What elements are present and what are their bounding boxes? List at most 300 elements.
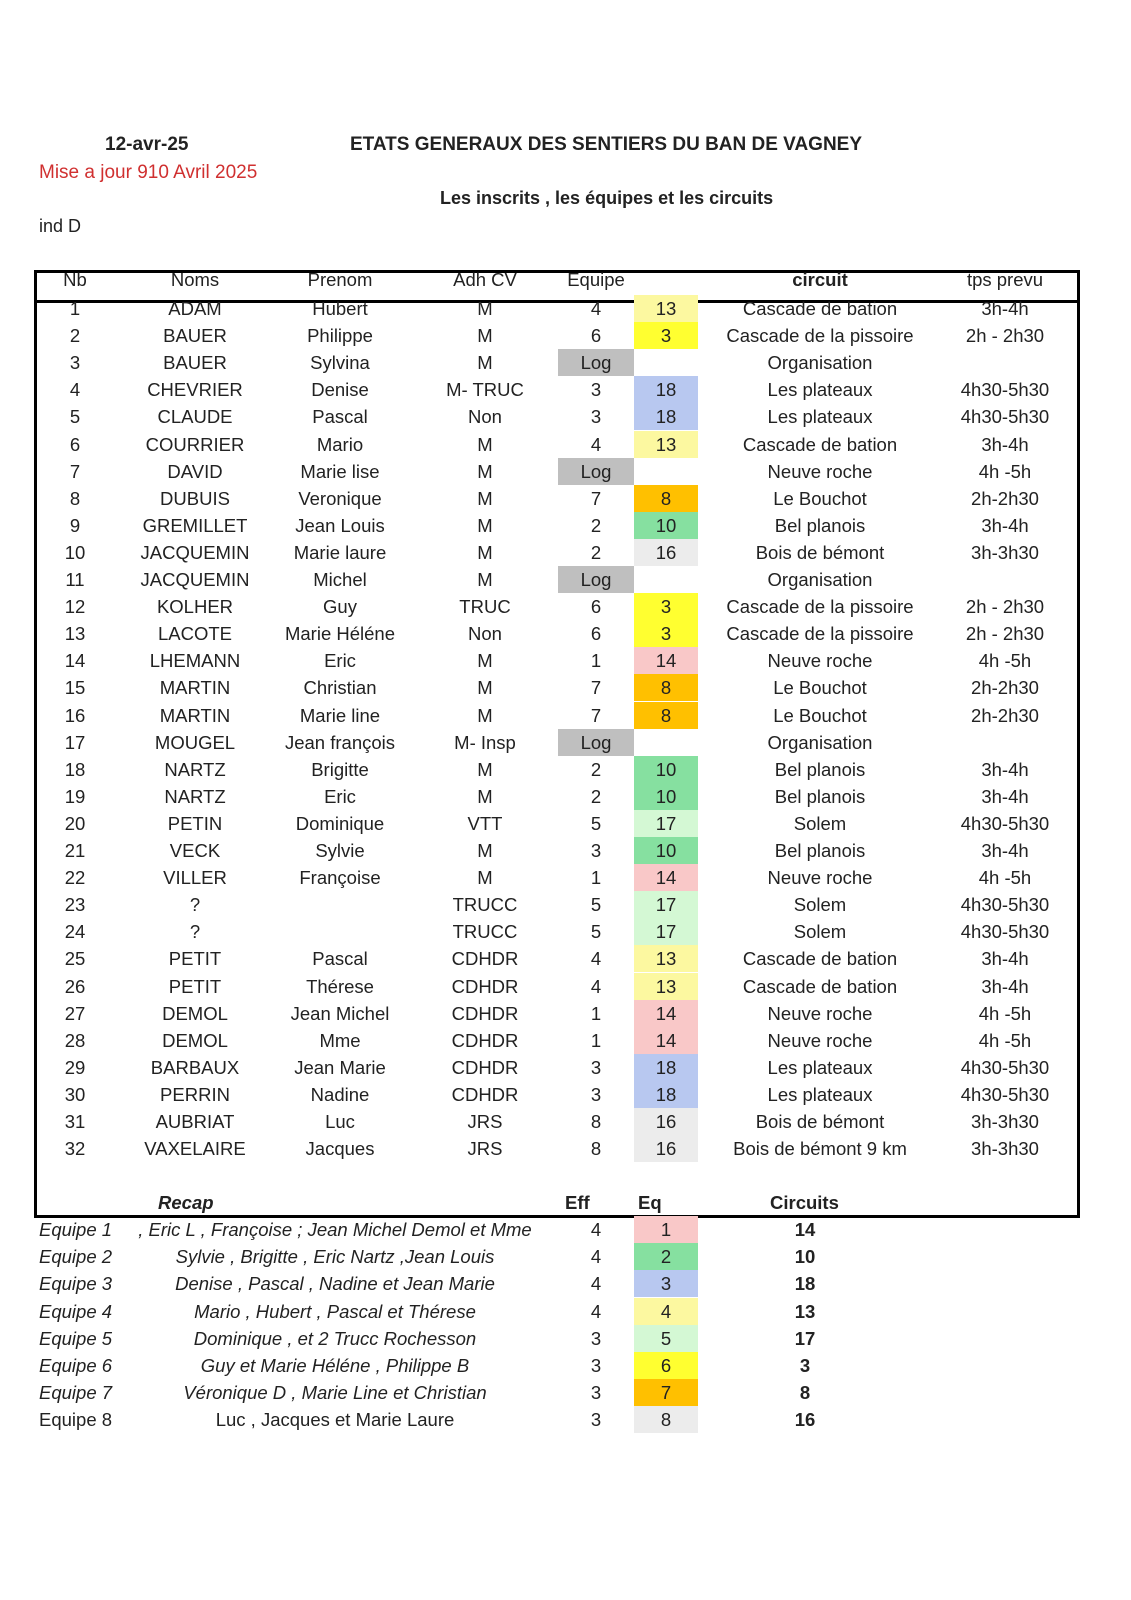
cell-nom: VAXELAIRE [144,1138,246,1160]
cell-prenom: Jean Michel [290,1002,390,1024]
cell-eq: 18 [634,1054,698,1081]
cell-circuit: Bel planois [774,514,866,536]
table-row [0,431,1131,458]
table-row [0,891,1131,918]
cell-prenom: Christian [303,677,377,699]
cell-adh: Non [468,623,502,645]
cell-equipe: Log [558,458,634,485]
cell-tps: 2h-2h30 [971,677,1039,699]
cell-prenom: Mme [319,1029,361,1051]
cell-equipe: 1 [590,1002,602,1024]
cell-adh: TRUCC [452,921,518,943]
table-row [0,783,1131,810]
cell-nb: 13 [64,623,86,645]
cell-tps: 4h -5h [978,1029,1032,1051]
cell-prenom: Jacques [305,1138,375,1160]
cell-nb: 18 [64,758,86,780]
column-header-adh: Adh CV [453,269,517,290]
update-note: Mise a jour 910 Avril 2025 [39,162,258,183]
cell-equipe: 4 [590,948,602,970]
recap-team-members: Dominique , et 2 Trucc Rochesson [193,1327,477,1349]
column-header-tps: tps prevu [966,269,1044,290]
cell-eq: 14 [634,864,698,891]
recap-header-row [0,1189,1131,1216]
cell-adh: M [477,867,493,889]
cell-tps: 4h -5h [978,650,1032,672]
cell-eq [634,349,698,376]
cell-equipe: 8 [590,1111,602,1132]
cell-nom: MARTIN [159,677,231,699]
column-header-equipe: Equipe [567,269,625,290]
cell-circuit: Les plateaux [767,1056,873,1078]
column-header-circuit: circuit [792,269,848,290]
cell-equipe: 5 [590,921,602,943]
cell-adh: CDHDR [451,948,519,970]
cell-nb: 8 [69,487,81,509]
recap-eff-header: Eff [565,1192,590,1213]
recap-eff: 3 [590,1355,602,1376]
cell-nb: 12 [64,596,86,618]
cell-circuit: Organisation [767,352,873,374]
cell-tps: 2h - 2h30 [965,325,1045,347]
recap-row [0,1298,1131,1325]
cell-tps: 3h-4h [981,785,1029,807]
cell-prenom: Marie lise [300,460,380,482]
cell-tps: 3h-4h [981,514,1029,536]
cell-nb: 6 [69,433,81,455]
cell-nom: CHEVRIER [147,379,243,401]
cell-prenom: Philippe [307,325,373,347]
cell-nom: ? [189,894,201,916]
cell-prenom: Brigitte [311,758,369,780]
cell-tps: 4h30-5h30 [960,894,1050,916]
cell-adh: M [477,704,493,726]
recap-team-label: Equipe 8 [39,1409,113,1431]
recap-circuit: 8 [799,1382,811,1404]
recap-eff: 4 [590,1300,602,1322]
table-row [0,376,1131,403]
cell-circuit: Bel planois [774,758,866,780]
table-row [0,620,1131,647]
cell-equipe: Log [558,349,634,376]
cell-nom: KOLHER [156,596,234,618]
cell-nom: BAUER [163,325,227,347]
cell-tps [940,349,1070,376]
cell-tps: 4h -5h [978,867,1032,889]
cell-equipe: 7 [590,487,602,509]
cell-eq [634,458,698,485]
cell-prenom: Thérese [306,975,374,997]
table-row [0,1108,1131,1135]
recap-row [0,1406,1131,1433]
cell-adh: M [477,677,493,699]
cell-equipe: 3 [590,840,602,861]
recap-row [0,1270,1131,1297]
cell-nb: 1 [69,298,81,319]
table-row [0,566,1131,593]
cell-equipe: 7 [590,677,602,699]
cell-tps: 3h-3h30 [971,1111,1039,1132]
cell-prenom: Sylvie [315,840,365,861]
cell-nom: PETIT [168,975,222,997]
cell-eq: 13 [634,295,698,322]
cell-nom: MARTIN [159,704,231,726]
cell-nb: 17 [64,731,86,753]
cell-tps: 3h-4h [981,975,1029,997]
cell-tps: 3h-3h30 [971,541,1039,563]
cell-adh: M [477,840,493,861]
cell-circuit: Le Bouchot [773,487,867,509]
cell-eq: 8 [634,674,698,701]
recap-circuit: 3 [799,1355,811,1376]
recap-eq: 2 [634,1243,698,1270]
cell-equipe: 2 [590,785,602,807]
cell-tps: 4h30-5h30 [960,1056,1050,1078]
recap-team-label: Equipe 4 [39,1300,113,1322]
cell-eq: 17 [634,891,698,918]
table-row [0,1081,1131,1108]
cell-adh: CDHDR [451,1029,519,1051]
cell-adh: TRUCC [452,894,518,916]
cell-adh: VTT [467,812,503,834]
cell-prenom: Pascal [312,406,368,428]
table-row [0,485,1131,512]
cell-prenom: Guy [323,596,357,618]
cell-prenom: Sylvina [310,352,370,374]
cell-nom: JACQUEMIN [140,569,250,590]
cell-prenom: Pascal [312,948,368,970]
cell-equipe: 4 [590,433,602,455]
recap-team-members: Luc , Jacques et Marie Laure [215,1409,455,1431]
cell-circuit: Cascade de bation [742,433,898,455]
cell-nom: DAVID [167,460,223,482]
cell-circuit: Le Bouchot [773,677,867,699]
cell-nom: COURRIER [145,433,245,455]
recap-eff: 4 [590,1273,602,1295]
cell-adh: Non [468,406,502,428]
cell-nom: CLAUDE [157,406,233,428]
cell-nb: 25 [64,948,86,970]
cell-circuit: Cascade de bation [742,975,898,997]
recap-team-label: Equipe 6 [39,1355,113,1376]
cell-eq: 13 [634,945,698,972]
cell-adh: M- Insp [454,731,516,753]
recap-eff: 3 [590,1382,602,1404]
cell-prenom: Marie line [299,704,381,726]
cell-eq: 17 [634,810,698,837]
cell-nom: BARBAUX [150,1056,240,1078]
column-header-nb: Nb [63,269,87,290]
cell-circuit: Neuve roche [767,460,873,482]
cell-equipe: 7 [590,704,602,726]
cell-adh: M [477,758,493,780]
cell-adh: M [477,541,493,563]
cell-eq: 10 [634,783,698,810]
cell-equipe: Log [558,566,634,593]
table-row [0,403,1131,430]
cell-nb: 20 [64,812,86,834]
cell-nb: 31 [64,1111,86,1132]
cell-adh: JRS [467,1138,503,1160]
cell-adh: M [477,785,493,807]
cell-nom: ADAM [168,298,222,319]
cell-equipe: 3 [590,1083,602,1105]
table-row [0,593,1131,620]
cell-nom: MOUGEL [154,731,236,753]
cell-nb: 32 [64,1138,86,1160]
cell-nom: AUBRIAT [155,1111,235,1132]
cell-circuit: Solem [793,921,847,943]
cell-adh: CDHDR [451,975,519,997]
cell-equipe: 3 [590,406,602,428]
cell-circuit: Les plateaux [767,406,873,428]
recap-circuit: 16 [794,1409,816,1431]
cell-tps: 4h -5h [978,1002,1032,1024]
cell-equipe: Log [558,729,634,756]
cell-eq: 3 [634,593,698,620]
cell-equipe: 5 [590,812,602,834]
cell-nom: PETIN [167,812,223,834]
cell-equipe: 1 [590,1029,602,1051]
cell-adh: M [477,460,493,482]
cell-adh: TRUC [459,596,511,618]
table-row [0,674,1131,701]
cell-equipe: 3 [590,1056,602,1078]
cell-nb: 15 [64,677,86,699]
cell-eq: 8 [634,485,698,512]
cell-prenom: Françoise [299,867,381,889]
cell-adh: M- TRUC [446,379,524,401]
cell-adh: CDHDR [451,1083,519,1105]
recap-circuit: 13 [794,1300,816,1322]
table-row [0,702,1131,729]
cell-equipe: 2 [590,541,602,563]
cell-nom: VILLER [163,867,227,889]
cell-nb: 9 [69,514,81,536]
cell-adh: CDHDR [451,1002,519,1024]
recap-team-label: Equipe 1 [39,1219,113,1240]
cell-nom: VECK [169,840,221,861]
cell-tps: 2h - 2h30 [965,596,1045,618]
cell-nb: 22 [64,867,86,889]
cell-circuit: Bois de bémont [755,541,885,563]
cell-nb: 2 [69,325,81,347]
recap-eq: 7 [634,1379,698,1406]
cell-equipe: 2 [590,514,602,536]
cell-adh: M [477,325,493,347]
cell-equipe: 6 [590,623,602,645]
cell-nb: 16 [64,704,86,726]
cell-eq: 16 [634,1108,698,1135]
cell-nom: DEMOL [162,1029,228,1051]
recap-team-members: Sylvie , Brigitte , Eric Nartz ,Jean Louis [175,1246,495,1268]
cell-tps [940,729,1070,756]
cell-prenom: Michel [313,569,367,590]
cell-tps: 4h30-5h30 [960,379,1050,401]
cell-nb: 11 [65,569,85,590]
cell-circuit: Cascade de la pissoire [726,596,914,618]
cell-prenom: Veronique [298,487,382,509]
recap-title: Recap [158,1192,214,1213]
table-row [0,512,1131,539]
recap-row [0,1216,1131,1243]
cell-nom: LACOTE [157,623,233,645]
cell-equipe: 6 [590,325,602,347]
recap-team-label: Equipe 7 [39,1382,113,1404]
cell-prenom: Dominique [295,812,385,834]
cell-circuit: Le Bouchot [773,704,867,726]
cell-equipe: 1 [590,650,602,672]
cell-equipe: 2 [590,758,602,780]
cell-adh: M [477,487,493,509]
cell-nom: DEMOL [162,1002,228,1024]
cell-adh: JRS [467,1111,503,1132]
cell-nb: 27 [64,1002,86,1024]
cell-eq: 14 [634,1027,698,1054]
table-row [0,1027,1131,1054]
table-row [0,973,1131,1000]
cell-circuit: Bel planois [774,785,866,807]
cell-nom: DUBUIS [160,487,230,509]
recap-eff: 3 [590,1409,602,1431]
cell-circuit: Neuve roche [767,1029,873,1051]
recap-row [0,1243,1131,1270]
date: 12-avr-25 [105,134,189,155]
cell-adh: M [477,650,493,672]
table-row [0,810,1131,837]
recap-team-members: Denise , Pascal , Nadine et Jean Marie [175,1273,495,1295]
cell-nom: BAUER [163,352,227,374]
cell-tps: 3h-4h [981,948,1029,970]
table-row [0,918,1131,945]
table-row [0,295,1131,322]
cell-tps: 3h-4h [981,433,1029,455]
recap-team-members: Guy et Marie Héléne , Philippe B [200,1355,470,1376]
cell-tps: 4h -5h [978,460,1032,482]
cell-circuit: Bois de bémont 9 km [733,1138,907,1160]
cell-nb: 30 [64,1083,86,1105]
cell-eq: 13 [634,973,698,1000]
cell-nb: 3 [69,352,81,374]
table-row [0,322,1131,349]
cell-tps: 2h - 2h30 [965,623,1045,645]
cell-circuit: Cascade de la pissoire [726,623,914,645]
cell-eq [634,566,698,593]
recap-team-label: Equipe 3 [39,1273,113,1295]
cell-nb: 29 [64,1056,86,1078]
recap-team-members: , Eric L , Françoise ; Jean Michel Demol et Mme [138,1219,532,1240]
cell-eq: 14 [634,647,698,674]
cell-prenom: Hubert [312,298,368,319]
table-header-row [0,266,1131,293]
recap-team-label: Equipe 5 [39,1327,113,1349]
cell-prenom: Denise [311,379,369,401]
cell-eq: 3 [634,620,698,647]
table-row [0,539,1131,566]
cell-nom: GREMILLET [142,514,248,536]
cell-tps [940,566,1070,593]
cell-circuit: Cascade de la pissoire [726,325,914,347]
recap-eff: 4 [590,1219,602,1240]
cell-eq: 16 [634,539,698,566]
table-row [0,864,1131,891]
cell-nom: JACQUEMIN [140,541,250,563]
cell-prenom: Jean Marie [294,1056,386,1078]
recap-circuit: 17 [794,1327,816,1349]
cell-prenom: Marie Héléne [284,623,396,645]
recap-circuit: 10 [794,1246,816,1268]
cell-nb: 28 [64,1029,86,1051]
index-label: ind D [39,216,82,236]
cell-tps: 4h30-5h30 [960,812,1050,834]
cell-equipe: 8 [590,1138,602,1160]
cell-nom: LHEMANN [149,650,241,672]
cell-circuit: Solem [793,894,847,916]
cell-tps: 4h30-5h30 [960,921,1050,943]
recap-row [0,1379,1131,1406]
recap-eq: 3 [634,1270,698,1297]
recap-circuit: 18 [794,1273,816,1295]
recap-team-members: Mario , Hubert , Pascal et Thérese [194,1300,476,1322]
cell-nb: 10 [64,541,86,563]
cell-adh: CDHDR [451,1056,519,1078]
recap-row [0,1352,1131,1379]
cell-circuit: Organisation [767,569,873,590]
cell-eq: 10 [634,837,698,864]
cell-tps: 3h-4h [981,758,1029,780]
recap-eq: 4 [634,1298,698,1325]
cell-eq: 17 [634,918,698,945]
cell-nom: NARTZ [164,758,226,780]
table-row [0,756,1131,783]
cell-nom: ? [189,921,201,943]
recap-team-label: Equipe 2 [39,1246,113,1268]
cell-nb: 26 [64,975,86,997]
cell-tps: 4h30-5h30 [960,406,1050,428]
table-row [0,349,1131,376]
recap-eq: 8 [634,1406,698,1433]
cell-prenom [270,891,410,918]
cell-circuit: Organisation [767,731,873,753]
recap-eff: 3 [590,1327,602,1349]
column-header-noms: Noms [170,269,220,290]
page-title: ETATS GENERAUX DES SENTIERS DU BAN DE VAGNEY [350,134,863,155]
cell-circuit: Les plateaux [767,379,873,401]
cell-tps: 4h30-5h30 [960,1083,1050,1105]
cell-eq: 13 [634,431,698,458]
cell-nb: 4 [69,379,81,401]
table-row [0,458,1131,485]
cell-nom: PERRIN [160,1083,230,1105]
cell-nom: PETIT [168,948,222,970]
cell-equipe: 1 [590,867,602,889]
cell-eq: 10 [634,512,698,539]
cell-adh: M [477,433,493,455]
cell-prenom: Eric [324,785,356,807]
table-row [0,1135,1131,1162]
cell-eq: 14 [634,1000,698,1027]
cell-circuit: Neuve roche [767,1002,873,1024]
cell-eq: 8 [634,702,698,729]
table-row [0,837,1131,864]
cell-nb: 24 [64,921,86,943]
cell-prenom: Jean Louis [295,514,385,536]
cell-adh: M [477,569,493,590]
cell-tps: 2h-2h30 [971,487,1039,509]
cell-nb: 19 [64,785,86,807]
cell-adh: M [477,514,493,536]
cell-circuit: Bel planois [774,840,866,861]
